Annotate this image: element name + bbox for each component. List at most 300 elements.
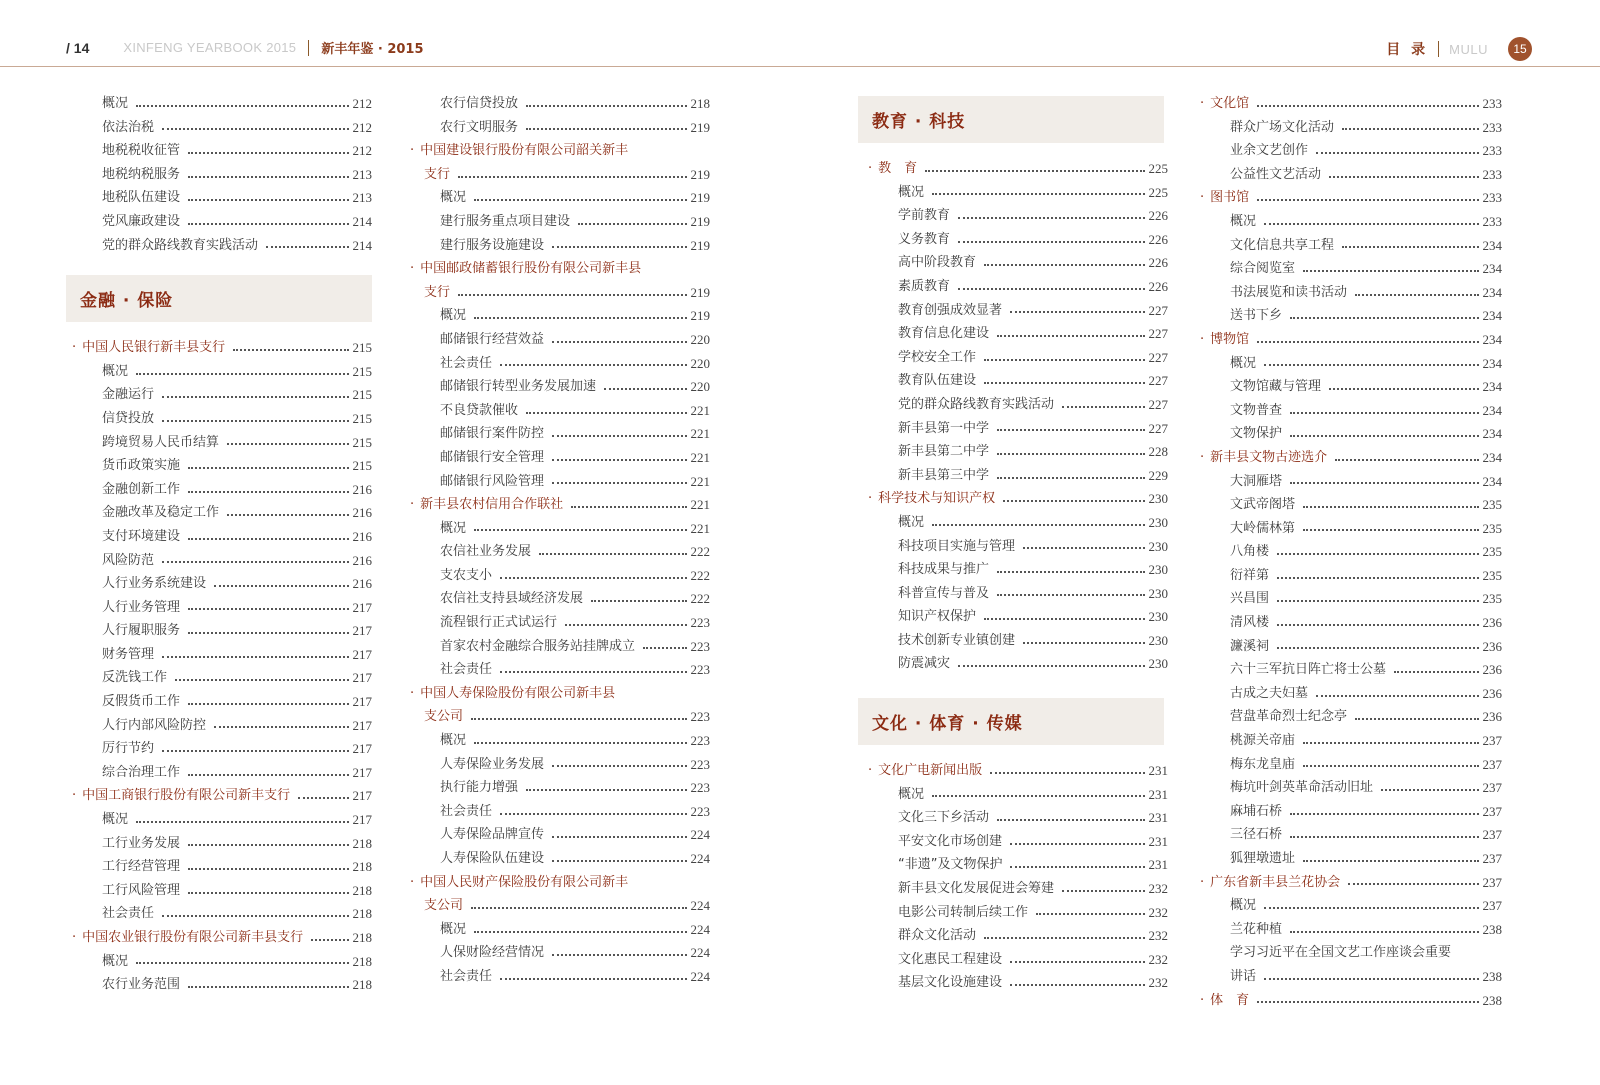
dot-leader: [604, 388, 686, 390]
toc-entry-page: 237: [1482, 780, 1502, 796]
toc-entry-page: 230: [1148, 632, 1168, 648]
toc-entry-page: 213: [352, 190, 372, 206]
toc-entry: [410, 210, 710, 234]
dot-leader: [552, 435, 686, 437]
dot-leader: [188, 868, 348, 870]
toc-entry-label: 工行风险管理: [102, 882, 181, 898]
toc-entry: [72, 186, 372, 210]
dot-leader: [552, 459, 686, 461]
toc-entry: [1200, 304, 1502, 328]
toc-section-entry: [72, 336, 372, 360]
toc-entry-page: 237: [1482, 874, 1502, 890]
bullet-icon: ·: [1200, 96, 1205, 111]
toc-entry-page: 223: [690, 733, 710, 749]
bullet-icon: ·: [410, 143, 415, 159]
toc-entry-page: 235: [1482, 497, 1502, 513]
toc-entry-page: 228: [1148, 444, 1168, 460]
toc-entry-page: 226: [1148, 255, 1168, 271]
toc-entry-label: 党的群众路线教育实践活动: [102, 237, 259, 253]
toc-entry-label: 文化惠民工程建设: [898, 951, 1003, 967]
toc-entry-page: 233: [1482, 190, 1502, 206]
toc-entry-page: 234: [1482, 449, 1502, 465]
toc-entry: [868, 511, 1168, 535]
toc-entry-label: 综合治理工作: [102, 764, 181, 780]
toc-entry-page: 237: [1482, 851, 1502, 866]
dot-leader: [188, 223, 348, 225]
dot-leader: [526, 128, 686, 130]
dot-leader: [958, 241, 1144, 243]
bullet-icon: ·: [72, 930, 77, 945]
toc-entry: [1200, 753, 1502, 777]
toc-entry-label: 社会责任: [440, 803, 493, 819]
toc-list: [868, 759, 1168, 995]
dot-leader: [1290, 435, 1478, 437]
dot-leader: [474, 529, 686, 531]
toc-entry: [410, 375, 710, 399]
toc-list: [1200, 92, 1502, 1012]
toc-entry-page: 227: [1148, 349, 1168, 365]
toc-entry: [410, 658, 710, 682]
toc-entry-page: 230: [1148, 491, 1168, 507]
dot-leader: [552, 954, 686, 956]
toc-entry-label: 文物普查: [1230, 402, 1283, 418]
toc-entry-page: 231: [1148, 763, 1168, 779]
toc-entry-page: 214: [352, 237, 372, 253]
toc-entry: [1200, 163, 1502, 187]
toc-entry-page: 234: [1482, 237, 1502, 253]
toc-entry-label: 农信社业务发展: [440, 544, 532, 560]
toc-entry: [868, 783, 1168, 807]
toc-entry-label: 六十三军抗日阵亡将士公墓: [1230, 662, 1387, 678]
toc-entry-label: 新丰县第一中学: [898, 420, 990, 436]
toc-entry-page: 220: [690, 379, 710, 395]
toc-entry-label: 不良贷款催收: [440, 402, 519, 418]
toc-entry-page: 236: [1482, 709, 1502, 725]
toc-entry: [1200, 847, 1502, 871]
toc-entry: [1200, 281, 1502, 305]
toc-entry: [410, 729, 710, 753]
toc-entry: [72, 832, 372, 856]
toc-entry-label: 体 育: [1210, 992, 1250, 1008]
toc-entry-label: 信贷投放: [102, 410, 155, 426]
toc-entry-label: 新丰县第二中学: [898, 444, 990, 460]
toc-entry: [1200, 375, 1502, 399]
toc-entry-label: 兰花种植: [1230, 921, 1283, 937]
toc-entry: [868, 971, 1168, 995]
toc-entry-label: 农行业务范围: [102, 977, 181, 993]
toc-entry-page: 221: [690, 402, 710, 418]
toc-entry-label: 金融创新工作: [102, 481, 181, 497]
toc-entry-page: 233: [1482, 96, 1502, 111]
toc-entry: [410, 517, 710, 541]
toc-list: [72, 92, 372, 257]
dot-leader: [474, 199, 686, 201]
toc-entry-label: 邮储银行案件防控: [440, 426, 545, 442]
toc-section-entry: [410, 682, 710, 706]
toc-entry-page: 214: [352, 213, 372, 229]
toc-entry-label: 概况: [898, 184, 925, 200]
dot-leader: [1290, 317, 1478, 319]
toc-entry: [410, 611, 710, 635]
toc-entry-label: 文化广电新闻出版: [878, 763, 983, 779]
dot-leader: [1264, 907, 1478, 909]
dot-leader: [552, 860, 686, 862]
dot-leader: [997, 335, 1144, 337]
dot-leader: [526, 412, 686, 414]
toc-entry-page: 219: [690, 213, 710, 229]
toc-entry: [868, 275, 1168, 299]
dot-leader: [500, 978, 686, 980]
toc-entry: [1200, 894, 1502, 918]
dot-leader: [1342, 246, 1478, 248]
bullet-icon: ·: [72, 340, 77, 356]
toc-entry: [72, 501, 372, 525]
dot-leader: [1277, 624, 1478, 626]
toc-entry-label: “非遗”及文物保护: [898, 857, 1003, 873]
toc-entry-page: 234: [1482, 426, 1502, 442]
toc-column-4: [1200, 92, 1502, 1012]
dot-leader: [1316, 695, 1478, 697]
dot-leader: [958, 288, 1144, 290]
toc-section-entry: [868, 759, 1168, 783]
toc-entry-label: 概况: [898, 514, 925, 530]
dot-leader: [266, 246, 348, 248]
toc-entry-label: 人寿保险业务发展: [440, 756, 545, 772]
dot-leader: [1290, 836, 1478, 838]
toc-entry-page: 213: [352, 166, 372, 182]
toc-entry: [1200, 257, 1502, 281]
toc-entry: [1200, 540, 1502, 564]
toc-entry: [868, 464, 1168, 488]
toc-entry: [410, 422, 710, 446]
toc-entry: [1200, 139, 1502, 163]
toc-entry-label: 群众文化活动: [898, 928, 977, 944]
toc-column-1: [72, 92, 372, 997]
dot-leader: [958, 217, 1144, 219]
toc-entry-page: 227: [1148, 373, 1168, 389]
dot-leader: [997, 453, 1144, 455]
toc-entry: [72, 234, 372, 258]
dot-leader: [214, 726, 348, 728]
toc-entry-label: 综合阅览室: [1230, 261, 1296, 277]
toc-entry-label: 支公司: [424, 898, 464, 914]
toc-entry-page: 237: [1482, 756, 1502, 772]
toc-entry-label: 新丰县农村信用合作联社: [420, 497, 564, 513]
toc-entry-label: 教 育: [878, 161, 918, 176]
toc-entry-label: 农行信贷投放: [440, 96, 519, 111]
toc-entry-label: 工行经营管理: [102, 859, 181, 875]
toc-entry-page: 232: [1148, 928, 1168, 944]
header-right: [1386, 37, 1532, 61]
toc-entry: [868, 228, 1168, 252]
toc-entry-label: 素质教育: [898, 278, 951, 294]
toc-entry: [868, 558, 1168, 582]
toc-entry: [1200, 658, 1502, 682]
dot-leader: [997, 594, 1144, 596]
toc-entry-page: 234: [1482, 379, 1502, 395]
toc-entry-label: 中国工商银行股份有限公司新丰支行: [82, 788, 291, 804]
toc-entry-page: 224: [690, 898, 710, 914]
toc-entry-page: 235: [1482, 520, 1502, 536]
toc-entry-label: 桃源关帝庙: [1230, 733, 1296, 749]
dot-leader: [500, 577, 686, 579]
toc-section-entry-continued: [410, 281, 710, 305]
toc-entry-label: 大岭儒林第: [1230, 520, 1296, 536]
toc-entry-label: 学习习近平在全国文艺工作座谈会重要: [1230, 945, 1452, 961]
toc-entry-label: 科学技术与知识产权: [878, 491, 996, 507]
toc-entry-page: 223: [690, 638, 710, 654]
toc-entry-page: 215: [352, 340, 372, 356]
toc-entry: [72, 478, 372, 502]
toc-entry: [868, 346, 1168, 370]
dot-leader: [458, 176, 686, 178]
dot-leader: [162, 561, 348, 563]
toc-entry-page: 237: [1482, 827, 1502, 843]
dot-leader: [188, 632, 348, 634]
toc-entry-label: 狐狸墩遗址: [1230, 851, 1296, 866]
toc-entry-label: 概况: [1230, 213, 1257, 229]
toc-entry: [868, 535, 1168, 559]
toc-entry-page: 217: [352, 717, 372, 733]
dot-leader: [1290, 931, 1478, 933]
toc-list: [868, 157, 1168, 676]
toc-entry: [1200, 352, 1502, 376]
toc-entry: [72, 163, 372, 187]
toc-entry-label: 义务教育: [898, 231, 951, 247]
toc-entry-page: 235: [1482, 591, 1502, 607]
toc-entry-label: 书法展览和读书活动: [1230, 284, 1348, 300]
dot-leader: [188, 538, 348, 540]
toc-entry: [410, 352, 710, 376]
toc-entry-page: 238: [1482, 992, 1502, 1008]
toc-entry-label: 营盘革命烈士纪念亭: [1230, 709, 1348, 725]
dot-leader: [932, 193, 1144, 195]
toc-section-entry-continued: [410, 163, 710, 187]
dot-leader: [932, 524, 1144, 526]
toc-entry-page: 227: [1148, 326, 1168, 342]
dot-leader: [162, 396, 348, 398]
dot-leader: [188, 774, 348, 776]
dot-leader: [552, 765, 686, 767]
toc-entry-page: 234: [1482, 473, 1502, 489]
dot-leader: [227, 443, 348, 445]
toc-entry: [72, 116, 372, 140]
toc-entry-page: 231: [1148, 833, 1168, 849]
toc-section-entry: [1200, 92, 1502, 116]
header-rule: [0, 66, 1600, 67]
toc-section-entry: [868, 157, 1168, 181]
toc-entry-label: 三径石桥: [1230, 827, 1283, 843]
toc-entry-label: 概况: [102, 96, 129, 111]
toc-entry-label: 科技项目实施与管理: [898, 538, 1016, 554]
toc-entry: [410, 965, 710, 989]
toc-entry-page: 218: [352, 977, 372, 993]
dot-leader: [1316, 152, 1478, 154]
dot-leader: [984, 359, 1144, 361]
toc-entry-label: 支行: [424, 166, 451, 182]
toc-entry-page: 217: [352, 646, 372, 662]
toc-entry: [868, 877, 1168, 901]
header-left: [66, 38, 424, 57]
left-chinese-title: 新丰年鉴 · 2015: [321, 42, 424, 57]
toc-entry: [1200, 823, 1502, 847]
toc-entry-page: 230: [1148, 514, 1168, 530]
toc-entry: [72, 572, 372, 596]
toc-entry-label: 支付环境建设: [102, 528, 181, 544]
dot-leader: [984, 382, 1144, 384]
dot-leader: [984, 618, 1144, 620]
toc-entry: [410, 823, 710, 847]
dot-leader: [552, 341, 686, 343]
toc-entry: [410, 328, 710, 352]
dot-leader: [1010, 961, 1144, 963]
toc-entry-label: 中国邮政储蓄银行股份有限公司新丰县: [420, 261, 642, 277]
dot-leader: [1010, 311, 1144, 313]
toc-entry-label: 货币政策实施: [102, 458, 181, 474]
toc-entry: [410, 540, 710, 564]
toc-entry-page: 231: [1148, 786, 1168, 802]
dot-leader: [474, 317, 686, 319]
toc-section-entry: [1200, 871, 1502, 895]
dot-leader: [539, 553, 686, 555]
dot-leader: [571, 506, 686, 508]
toc-entry-label: 概况: [102, 953, 129, 969]
dot-leader: [1303, 506, 1478, 508]
toc-entry: [410, 304, 710, 328]
toc-entry-page: 222: [690, 591, 710, 607]
toc-entry-label: 梅东龙皇庙: [1230, 756, 1296, 772]
dot-leader: [1277, 577, 1478, 579]
toc-entry-page: 232: [1148, 904, 1168, 920]
toc-entry-label: 科普宣传与普及: [898, 585, 990, 601]
toc-list: [410, 92, 710, 989]
toc-entry: [1200, 564, 1502, 588]
toc-entry-page: 232: [1148, 975, 1168, 991]
toc-entry-page: 237: [1482, 733, 1502, 749]
toc-section-entry: [410, 871, 710, 895]
toc-entry: [1200, 635, 1502, 659]
toc-entry-page: 231: [1148, 810, 1168, 826]
toc-entry-page: 215: [352, 410, 372, 426]
dot-leader: [1355, 718, 1478, 720]
toc-entry-label: 古成之夫妇墓: [1230, 685, 1309, 701]
toc-entry: [868, 924, 1168, 948]
dot-leader: [188, 199, 348, 201]
toc-entry: [72, 714, 372, 738]
bullet-icon: ·: [1200, 331, 1205, 347]
toc-entry-page: 236: [1482, 638, 1502, 654]
toc-entry-label: 支公司: [424, 709, 464, 725]
toc-entry-label: 概况: [440, 190, 467, 206]
toc-entry-page: 223: [690, 662, 710, 678]
toc-entry-page: 227: [1148, 420, 1168, 436]
toc-entry: [868, 853, 1168, 877]
toc-entry-page: 223: [690, 780, 710, 796]
toc-entry-label: 科技成果与推广: [898, 562, 990, 578]
toc-entry-page: 217: [352, 788, 372, 804]
dot-leader: [1335, 459, 1478, 461]
toc-entry: [1200, 611, 1502, 635]
toc-section-entry: [1200, 989, 1502, 1013]
toc-entry: [1200, 918, 1502, 942]
toc-entry-page: 216: [352, 552, 372, 568]
toc-entry: [868, 582, 1168, 606]
toc-entry-label: 工行业务发展: [102, 835, 181, 851]
toc-entry: [72, 761, 372, 785]
toc-entry: [410, 234, 710, 258]
toc-entry: [72, 666, 372, 690]
dot-leader: [1329, 176, 1478, 178]
dot-leader: [227, 514, 348, 516]
toc-entry-page: 226: [1148, 208, 1168, 224]
bullet-icon: ·: [868, 491, 873, 507]
toc-entry: [1200, 517, 1502, 541]
toc-entry-label: 邮储银行风险管理: [440, 473, 545, 489]
dot-leader: [188, 703, 348, 705]
toc-entry-label: 公益性文艺活动: [1230, 166, 1322, 182]
toc-entry-page: 221: [690, 473, 710, 489]
dot-leader: [1303, 765, 1478, 767]
toc-entry-page: 218: [352, 835, 372, 851]
toc-entry: [1200, 965, 1502, 989]
toc-entry-label: 高中阶段教育: [898, 255, 977, 271]
dot-leader: [188, 176, 348, 178]
toc-entry-page: 225: [1148, 161, 1168, 176]
toc-entry-label: 反假货币工作: [102, 694, 181, 710]
toc-entry-page: 219: [690, 308, 710, 324]
toc-entry-label: 支行: [424, 284, 451, 300]
toc-entry-page: 215: [352, 458, 372, 474]
dot-leader: [298, 797, 348, 799]
toc-entry: [410, 186, 710, 210]
toc-entry: [868, 181, 1168, 205]
dot-leader: [1036, 913, 1144, 915]
toc-entry-label: 社会责任: [440, 662, 493, 678]
toc-entry-label: 邮储银行转型业务发展加速: [440, 379, 597, 395]
dot-leader: [1303, 270, 1478, 272]
toc-entry-page: 233: [1482, 166, 1502, 182]
toc-entry: [1200, 941, 1502, 965]
section-heading: 文化 · 体育 · 传媒: [858, 698, 1164, 745]
toc-entry-label: 平安文化市场创建: [898, 833, 1003, 849]
toc-entry-label: 文物馆藏与管理: [1230, 379, 1322, 395]
toc-entry-page: 217: [352, 812, 372, 828]
toc-entry-page: 222: [690, 544, 710, 560]
dot-leader: [1062, 890, 1144, 892]
toc-section-entry: [1200, 186, 1502, 210]
bullet-icon: ·: [1200, 992, 1205, 1008]
dot-leader: [526, 105, 686, 107]
toc-entry-page: 215: [352, 363, 372, 379]
dot-leader: [1023, 642, 1144, 644]
dot-leader: [1264, 223, 1478, 225]
toc-entry: [1200, 422, 1502, 446]
toc-entry-label: 中国人寿保险股份有限公司新丰县: [420, 685, 616, 701]
bullet-icon: ·: [1200, 449, 1205, 465]
dot-leader: [565, 624, 686, 626]
toc-entry-page: 217: [352, 670, 372, 686]
toc-entry: [1200, 705, 1502, 729]
toc-entry-page: 234: [1482, 261, 1502, 277]
section-heading: 教育 · 科技: [858, 96, 1164, 143]
toc-entry-page: 233: [1482, 143, 1502, 159]
dot-leader: [990, 772, 1144, 774]
toc-entry-label: 新丰县文物古迹选介: [1210, 449, 1328, 465]
toc-entry: [1200, 493, 1502, 517]
dot-leader: [162, 915, 348, 917]
toc-entry-label: 教育创强成效显著: [898, 302, 1003, 318]
dot-leader: [643, 647, 686, 649]
